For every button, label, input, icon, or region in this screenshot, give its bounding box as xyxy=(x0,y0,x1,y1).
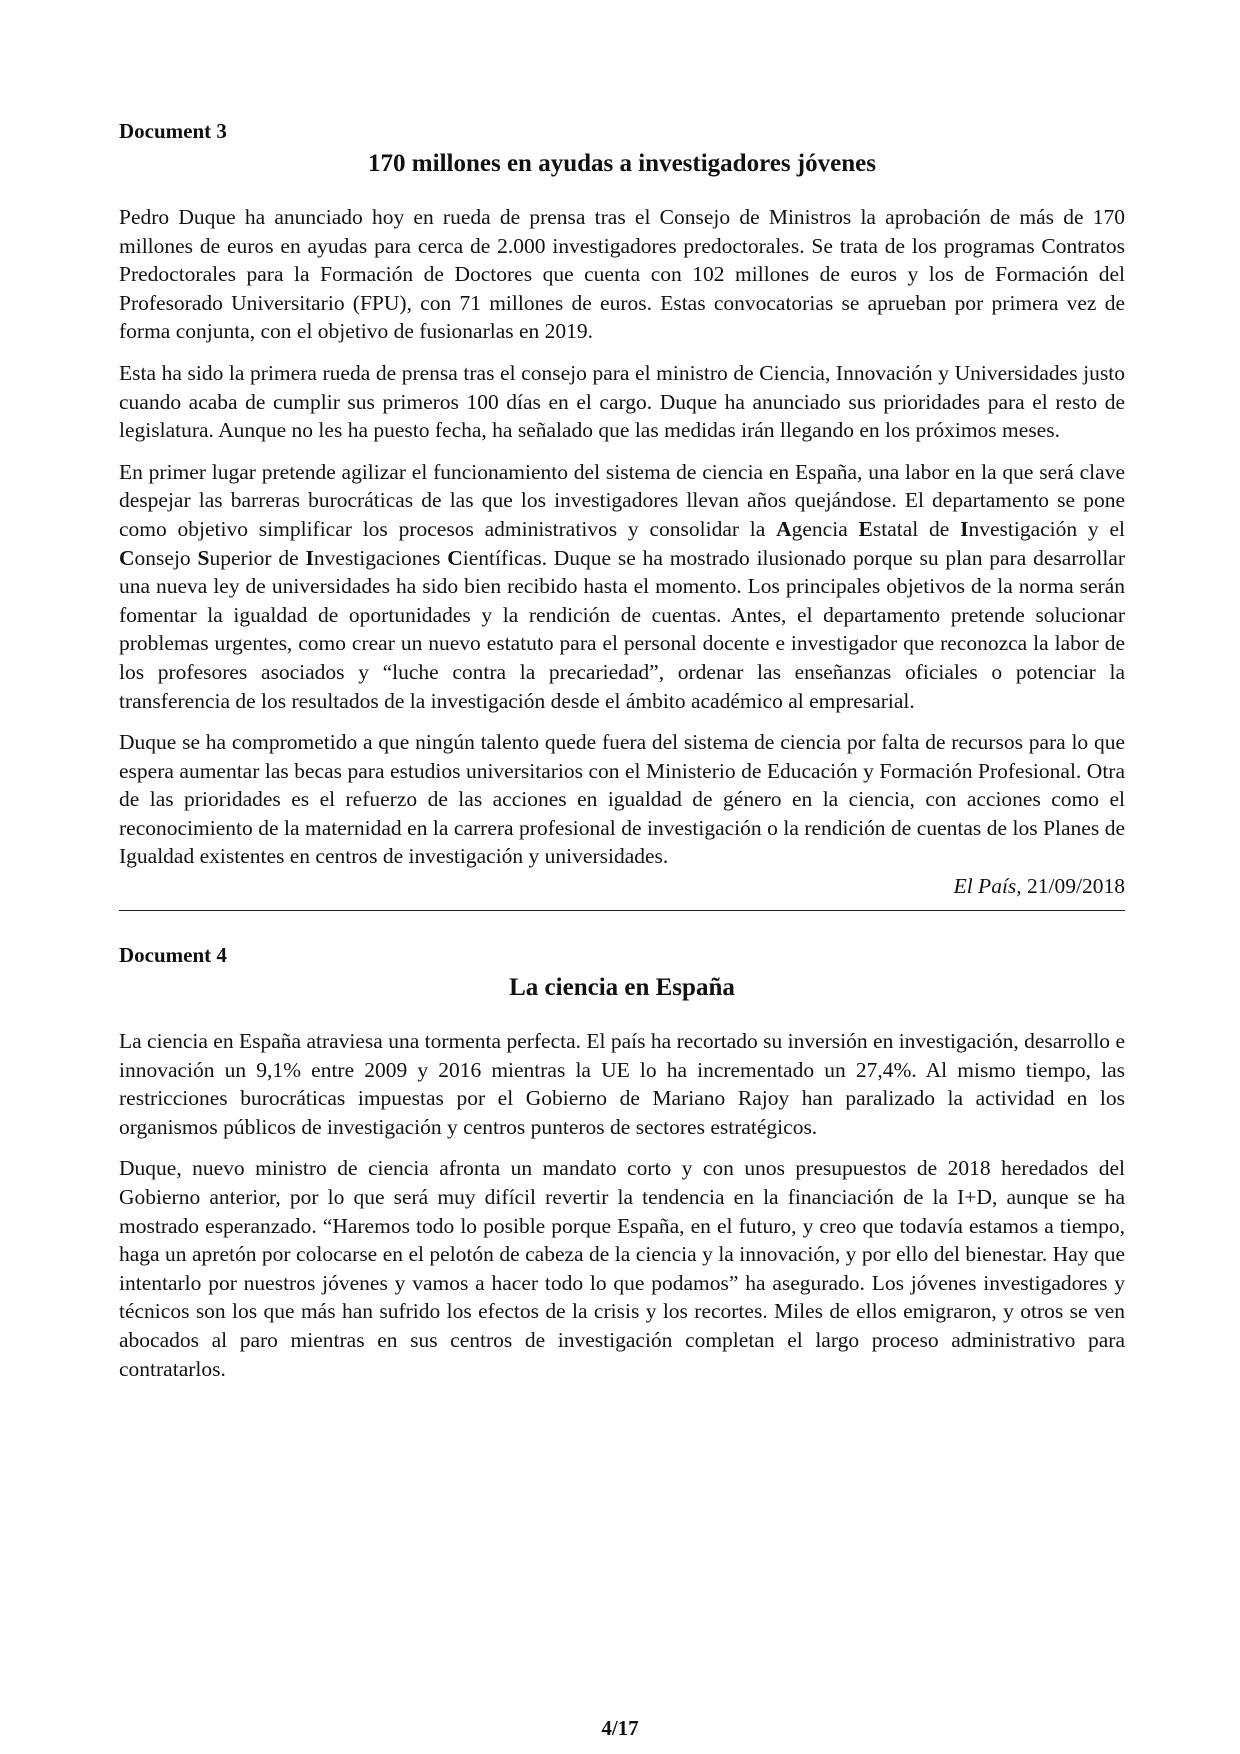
source-publication: El País, xyxy=(953,874,1022,899)
document-3-section xyxy=(119,117,1125,900)
council-initial-i: I xyxy=(305,545,314,570)
council-initial-c2: C xyxy=(447,545,463,570)
section-divider xyxy=(119,910,1125,911)
council-text-i: nvestigaciones xyxy=(313,545,448,570)
council-initial-s: S xyxy=(197,545,210,570)
document-3-paragraph-2: Esta ha sido la primera rueda de prensa tras el consejo para el ministro de Ciencia, Innovación y Universidades justo cuando acaba de cumplir sus primeros 100 días en el cargo. Duque ha anunciado sus prioridades para el resto de legislatura. Aunque no les ha puesto fecha, ha señalado que las medidas irán llegando en los próximos meses. xyxy=(119,360,1125,443)
document-3-title: 170 millones en ayudas a investigadores jóvenes xyxy=(368,150,876,177)
council-text-c2: ientíficas xyxy=(462,545,542,570)
document-3-source xyxy=(119,872,1125,900)
paragraph-3-connector: y el xyxy=(1077,516,1125,541)
document-3-paragraph-1: Pedro Duque ha anunciado hoy en rueda de prensa tras el Consejo de Ministros la aprobación de más de 170 millones de euros en ayudas para cerca de 2.000 investigadores predoctorales. Se trata de los programas Contratos Predoctorales para la Formación de Doctores que cuenta con 102 millones de euros y los de Formación del Profesorado Universitario (FPU), con 71 millones de euros. Estas convocatorias se aprueban por primera vez de forma conjunta, con el objetivo de fusionarlas en 2019. xyxy=(119,205,1125,344)
document-4-paragraph-2: Duque, nuevo ministro de ciencia afronta un mandato corto y con unos presupuestos de 2018 heredados del Gobierno anterior, por lo que será muy difícil revertir la tendencia en la financiación de la I+D, aunque se ha mostrado esperanzado. “Haremos todo lo posible porque España, en el futuro, y creo que todavía estamos a tiempo, haga un apretón por colocarse en el pelotón de cabeza de la ciencia y la innovación, y por ello del bienestar. Hay que intentarlo por nuestros jóvenes y vamos a hacer todo lo que podamos” ha asegurado. Los jóvenes investigadores y técnicos son los que más han sufrido los efectos de la crisis y los recortes. Miles de ellos emigraron, y otros se ven abocados al paro mientras en sus centros de investigación completan el largo proceso administrativo para contratarlos. xyxy=(119,1156,1125,1381)
document-3-paragraph-4: Duque se ha comprometido a que ningún talento quede fuera del sistema de ciencia por falta de recursos para lo que espera aumentar las becas para estudios universitarios con el Ministerio de Educación y Formación Profesional. Otra de las prioridades es el refuerzo de las acciones en igualdad de género en la ciencia, con acciones como el reconocimiento de la maternidad en la carrera profesional de investigación o la rendición de cuentas de los Planes de Igualdad existentes en centros de investigación y universidades. xyxy=(119,730,1125,869)
agency-text-a: gencia xyxy=(791,516,859,541)
agency-text-e: statal de xyxy=(872,516,961,541)
source-date: 21/09/2018 xyxy=(1021,874,1125,899)
document-4-label: Document 4 xyxy=(119,943,227,968)
paragraph-3-intro: En primer lugar pretende agilizar el funcionamiento del sistema de ciencia en España, una labor en la que será clave despejar las barreras burocráticas de las que los investigadores llevan años quejándose. El departamento se pone como objetivo simplificar los procesos administrativos y consolidar la xyxy=(119,459,1125,541)
paragraph-3-rest: . Duque se ha mostrado ilusionado porque su plan para desarrollar una nueva ley de universidades ha sido bien recibido hasta el momento. Los principales objetivos de la norma serán fomentar la igualdad de oportunidades y la rendición de cuentas. Antes, el departamento pretende solucionar problemas urgentes, como crear un nuevo estatuto para el personal docente e investigador que reconozca la labor de los profesores asociados y “luche contra la precariedad”, ordenar las enseñanzas oficiales o potenciar la transferencia de los resultados de la investigación desde el ámbito académico al empresarial. xyxy=(119,545,1125,713)
council-name xyxy=(119,546,542,570)
council-initial-c: C xyxy=(119,545,135,570)
agency-initial-i: I xyxy=(960,516,969,541)
agency-initial-e: E xyxy=(858,516,873,541)
document-4-title: La ciencia en España xyxy=(509,974,735,1002)
agency-name xyxy=(776,517,1077,541)
council-text-s: uperior de xyxy=(209,545,306,570)
agency-text-i: nvestigación xyxy=(968,516,1078,541)
document-3-paragraph-3 xyxy=(119,458,1125,715)
document-page xyxy=(119,117,1125,1396)
document-3-label: Document 3 xyxy=(119,119,227,143)
page-number: 4/17 xyxy=(601,1716,639,1740)
agency-initial-a: A xyxy=(776,516,792,541)
document-4-paragraph-1: La ciencia en España atraviesa una tormenta perfecta. El país ha recortado su inversión en investigación, desarrollo e innovación un 9,1% entre 2009 y 2016 mientras la UE lo ha incrementado un 27,4%. Al mismo tiempo, las restricciones burocráticas impuestas por el Gobierno de Mariano Rajoy han paralizado la actividad en los organismos públicos de investigación y centros punteros de sectores estratégicos. xyxy=(119,1029,1125,1139)
document-4-section xyxy=(119,941,1125,1383)
council-text-c: onsejo xyxy=(134,545,198,570)
